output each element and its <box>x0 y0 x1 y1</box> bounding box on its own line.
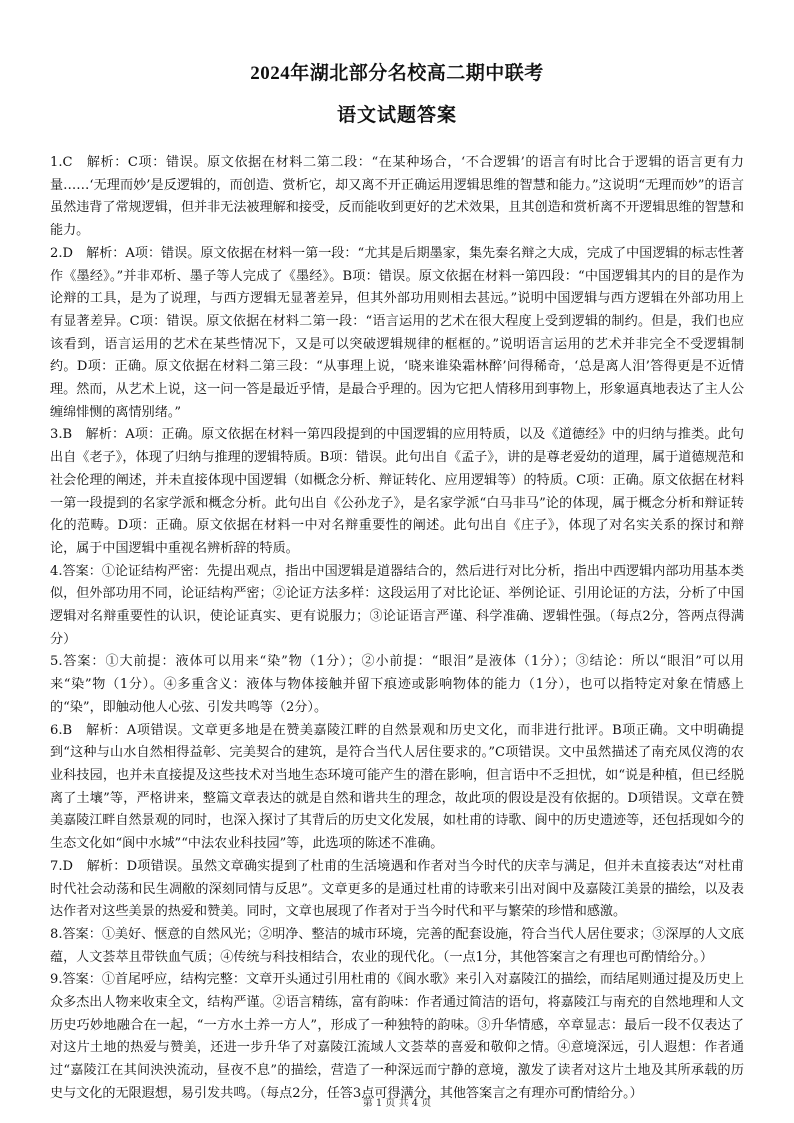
answer-4: 4.答案：①论证结构严密：先提出观点，指出中国逻辑是道器结合的，然后进行对比分析，指出中西逻辑内部功用基本类似，但外部功用不同，论证结构严密；②论证方法多样：这段运用了对比论证、举例论证、引用论证的方法，分析了中国逻辑对名辩重要性的认识，使论证真实、更有说服力；③论证语言严谨、科学准确、逻辑性强。（每点2分，答两点得满分） <box>50 563 744 647</box>
page-number: 第 1 页 共 4 页 <box>362 1098 432 1109</box>
document-title: 2024年湖北部分名校高二期中联考 <box>250 63 544 84</box>
answer-3: 3.B 解析：A项：正确。原文依据在材料一第四段提到的中国逻辑的应用特质，以及《道德经》中的归纳与推类。此句出自《老子》，体现了归纳与推理的逻辑特质。B项：错误。此句出自《孟子》，讲的是尊老爱幼的道理，属于道德规范和社会伦理的阐述，并未直接体现中国逻辑（如概念分析、辩证转化、应用逻辑等）的特质。C项：正确。原文依据在材料一第一段提到的名家学派和概念分析。此句出自《公孙龙子》，是名家学派“白马非马”论的体现，属于概念分析和辩证转化的范畴。D项：正确。原文依据在材料一中对名辩重要性的阐述。此句出自《庄子》，体现了对名实关系的探讨和辩论，属于中国逻辑中重视名辨析辞的特质。 <box>50 427 744 556</box>
answer-6: 6.B 解析：A项错误。文章更多地是在赞美嘉陵江畔的自然景观和历史文化，而非进行批评。B项正确。文中明确提到“这种与山水自然相得益彰、完美契合的建筑，是符合当代人居住要求的。”C项错误。文中虽然描述了南充凤仪湾的农业科技园，也并未直接提及这些技术对当地生态环境可能产生的潜在影响，但言语中不乏担忧，如“说是种植，但已经脱离了土壤”等，严格讲来，整篇文章表达的就是自然和谐共生的理念，故此项的假设是没有依据的。D项错误。文章在赞美嘉陵江畔自然景观的同时，也深入探讨了其背后的历史文化发展，如杜甫的诗歌、阆中的历史遗迹等，还包括现如今的生态文化如“阆中水城”“中法农业科技园”等，此选项的陈述不准确。 <box>50 722 744 852</box>
answer-content <box>50 152 744 1106</box>
document-subtitle: 语文试题答案 <box>336 104 457 126</box>
answer-9: 9.答案：①首尾呼应，结构完整：文章开头通过引用杜甫的《阆水歌》来引入对嘉陵江的描绘，而结尾则通过提及历史上众多杰出人物来收束全文，结构严谨。②语言精练，富有韵味：作者通过简洁的语句，将嘉陵江与南充的自然地理和人文历史巧妙地融合在一起，“一方水土养一方人”，形成了一种独特的韵味。③升华情感，卒章显志：最后一段不仅表达了对这片土地的热爱与赞美，还进一步升华了对嘉陵江流域人文荟萃的喜爱和敬仰之情。④意境深远，引人遐想：作者通过“嘉陵江在其间泱泱流动，昼夜不息”的描绘，营造了一种深远而宁静的意境，激发了读者对这片土地及其所承载的历史与文化的无限遐想，易引发共鸣。（每点2分，任答3点可得满分，其他答案言之有理亦可酌情给分。） <box>50 972 744 1101</box>
answer-5: 5.答案：①大前提：液体可以用来“染”物（1分）；②小前提：“眼泪”是液体（1分）；③结论：所以“眼泪”可以用来“染”物（1分）。④多重含义：液体与物体接触并留下痕迹或影响物体的能力（1分），也可以指特定对象在情感上的“染”，即触动他人心弦、引发共鸣等（2分）。 <box>50 654 744 715</box>
answer-7: 7.D 解析：D项错误。虽然文章确实提到了杜甫的生活境遇和作者对当今时代的庆幸与满足，但并未直接表达“对杜甫时代社会动荡和民生凋敝的深刻同情与反思”。文章更多的是通过杜甫的诗歌来引出对阆中及嘉陵江美景的描绘，以及表达作者对这些美景的热爱和赞美。同时，文章也展现了作者对于当今时代和平与繁荣的珍惜和感激。 <box>50 858 744 920</box>
answer-1: 1.C 解析：C项：错误。原文依据在材料二第二段：“在某种场合，‘不合逻辑’的语言有时比合于逻辑的语言更有力量……‘无理而妙’是反逻辑的，而创造、赏析它，却又离不开正确运用逻辑思维的智慧和能力。”这说明“无理而妙”的语言虽然违背了常规逻辑，但并非无法被理解和接受，反而能收到更好的艺术效果，且其创造和赏析离不开逻辑思维的智慧和能力。 <box>50 155 744 239</box>
answer-2: 2.D 解析：A项：错误。原文依据在材料一第一段：“尤其是后期墨家，集先秦名辩之大成，完成了中国逻辑的标志性著作《墨经》。”并非邓析、墨子等人完成了《墨经》。B项：错误。原文依据在材料一第四段：“中国逻辑其内的目的是作为论辩的工具，是为了说理，与西方逻辑无显著差异，但其外部功用则相去甚远。”说明中国逻辑与西方逻辑在外部功用上有显著差异。C项：错误。原文依据在材料二第一段：“语言运用的艺术在很大程度上受到逻辑的制约。但是，我们也应该看到，语言运用的艺术在某些情况下，又是可以突破逻辑规律的框框的。”说明语言运用的艺术并非完全不受逻辑制约。D项：正确。原文依据在材料二第三段：“从事理上说，‘晓来谁染霜林醉’问得稀奇，‘总是离人泪’答得更是不近情理。然而，从艺术上说，这一问一答是最近乎情，是最合乎理的。因为它把人情移用到事物上，形象逼真地表达了主人公缠绵悱恻的离情别绪。” <box>50 245 744 420</box>
answer-8: 8.答案：①美好、惬意的自然风光；②明净、整洁的城市环境，完善的配套设施，符合当代人居住要求；③深厚的人文底蕴，人文荟萃且带铁血气质；④传统与科技相结合，农业的现代化。（一点1分，其他答案言之有理也可酌情给分。） <box>50 926 744 965</box>
